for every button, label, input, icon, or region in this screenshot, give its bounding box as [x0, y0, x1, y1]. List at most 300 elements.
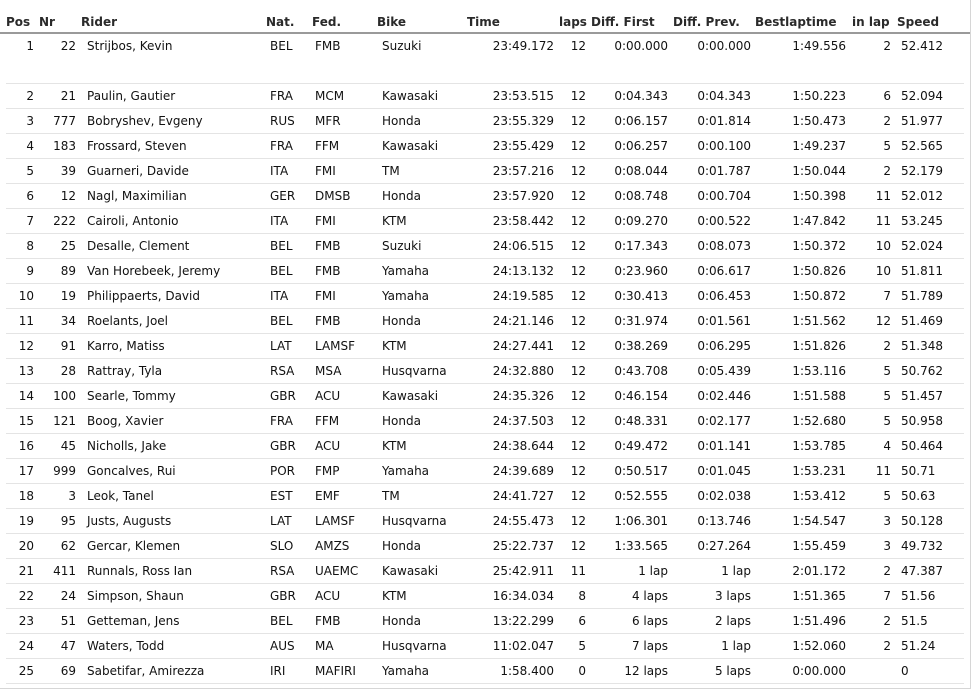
cell-bike: Kawasaki: [382, 89, 439, 103]
cell-pos: 9: [26, 264, 34, 278]
cell-pos: 13: [18, 364, 34, 378]
cell-pos: 21: [18, 564, 34, 578]
cell-diff-prev: 0:00.522: [697, 214, 751, 228]
cell-in-lap: 11: [875, 464, 891, 478]
cell-bike: KTM: [382, 439, 407, 453]
cell-fed: FMP: [315, 464, 340, 478]
cell-time: 24:55.473: [492, 514, 554, 528]
cell-bike: Husqvarna: [382, 364, 447, 378]
cell-time: 23:57.920: [492, 189, 554, 203]
table-row[interactable]: [6, 209, 964, 234]
cell-pos: 4: [26, 139, 34, 153]
cell-bestlaptime: 1:50.473: [792, 114, 846, 128]
cell-bestlaptime: 1:50.223: [792, 89, 846, 103]
cell-diff-prev: 0:02.177: [697, 414, 751, 428]
cell-rider: Rattray, Tyla: [87, 364, 163, 378]
cell-rider: Nagl, Maximilian: [87, 189, 187, 203]
header-nr[interactable]: Nr: [39, 15, 55, 29]
table-row[interactable]: [6, 634, 964, 659]
cell-laps: 12: [570, 414, 586, 428]
cell-bike: Husqvarna: [382, 639, 447, 653]
cell-bestlaptime: 1:49.556: [792, 39, 846, 53]
cell-rider: Van Horebeek, Jeremy: [87, 264, 221, 278]
cell-bike: Honda: [382, 314, 421, 328]
cell-bike: Yamaha: [382, 464, 430, 478]
cell-bestlaptime: 1:50.372: [792, 239, 846, 253]
cell-diff-prev: 0:01.814: [697, 114, 751, 128]
cell-nr: 100: [53, 389, 76, 403]
cell-bestlaptime: 1:53.785: [792, 439, 846, 453]
table-row[interactable]: [6, 384, 964, 409]
cell-diff-prev: 0:01.045: [697, 464, 751, 478]
cell-pos: 12: [18, 339, 34, 353]
cell-bike: Honda: [382, 414, 421, 428]
cell-in-lap: 4: [883, 439, 891, 453]
cell-rider: Boog, Xavier: [87, 414, 164, 428]
cell-in-lap: 2: [883, 339, 891, 353]
table-row[interactable]: [6, 559, 964, 584]
cell-nr: 45: [60, 439, 76, 453]
cell-in-lap: 10: [875, 264, 891, 278]
cell-time: 23:58.442: [492, 214, 554, 228]
cell-bike: KTM: [382, 214, 407, 228]
cell-fed: FMB: [315, 239, 341, 253]
cell-rider: Nicholls, Jake: [87, 439, 167, 453]
cell-nat: RUS: [270, 114, 295, 128]
cell-rider: Getteman, Jens: [87, 614, 180, 628]
table-row[interactable]: [6, 584, 964, 609]
cell-nat: RSA: [270, 364, 295, 378]
cell-time: 23:49.172: [492, 39, 554, 53]
cell-pos: 10: [18, 289, 34, 303]
cell-nr: 51: [60, 614, 76, 628]
cell-pos: 7: [26, 214, 34, 228]
cell-laps: 12: [570, 314, 586, 328]
cell-time: 11:02.047: [492, 639, 554, 653]
cell-rider: Leok, Tanel: [87, 489, 154, 503]
cell-time: 24:41.727: [492, 489, 554, 503]
cell-fed: FMI: [315, 214, 336, 228]
cell-fed: LAMSF: [315, 339, 356, 353]
cell-laps: 12: [570, 489, 586, 503]
cell-bike: Honda: [382, 189, 421, 203]
table-row[interactable]: [6, 359, 964, 384]
cell-pos: 25: [18, 664, 34, 678]
cell-nat: IRI: [270, 664, 286, 678]
cell-fed: FMI: [315, 164, 336, 178]
cell-bestlaptime: 1:50.044: [792, 164, 846, 178]
cell-in-lap: 7: [883, 289, 891, 303]
cell-time: 24:21.146: [492, 314, 554, 328]
table-row[interactable]: [6, 184, 964, 209]
cell-bestlaptime: 1:47.842: [792, 214, 846, 228]
cell-speed: 51.977: [901, 114, 943, 128]
cell-time: 24:19.585: [492, 289, 554, 303]
cell-speed: 50.762: [901, 364, 943, 378]
cell-nat: ITA: [270, 214, 289, 228]
cell-fed: FFM: [315, 139, 340, 153]
cell-diff-first: 0:46.154: [614, 389, 668, 403]
cell-speed: 51.811: [901, 264, 943, 278]
cell-diff-prev: 0:06.617: [697, 264, 751, 278]
cell-diff-prev: 0:01.141: [697, 439, 751, 453]
cell-in-lap: 5: [883, 389, 891, 403]
cell-rider: Karro, Matiss: [87, 339, 165, 353]
table-row[interactable]: [6, 34, 964, 84]
cell-nat: GBR: [270, 589, 296, 603]
cell-in-lap: 11: [875, 189, 891, 203]
cell-bestlaptime: 1:55.459: [792, 539, 846, 553]
cell-bike: Husqvarna: [382, 514, 447, 528]
cell-fed: MSA: [315, 364, 342, 378]
cell-bestlaptime: 1:53.412: [792, 489, 846, 503]
cell-diff-first: 1:06.301: [614, 514, 668, 528]
cell-speed: 52.412: [901, 39, 943, 53]
cell-nat: ITA: [270, 289, 289, 303]
table-row[interactable]: [6, 334, 964, 359]
cell-in-lap: 5: [883, 414, 891, 428]
header-time[interactable]: Time: [467, 15, 500, 29]
cell-diff-first: 7 laps: [631, 639, 668, 653]
cell-bike: Suzuki: [382, 39, 422, 53]
cell-laps: 12: [570, 239, 586, 253]
cell-time: 25:42.911: [492, 564, 554, 578]
cell-rider: Goncalves, Rui: [87, 464, 176, 478]
cell-diff-first: 6 laps: [631, 614, 668, 628]
cell-pos: 16: [18, 439, 34, 453]
header-diff-first[interactable]: Diff. First: [591, 15, 655, 29]
cell-fed: LAMSF: [315, 514, 356, 528]
cell-diff-prev: 1 lap: [721, 564, 751, 578]
cell-bestlaptime: 1:52.060: [792, 639, 846, 653]
cell-diff-first: 0:52.555: [614, 489, 668, 503]
cell-nat: LAT: [270, 339, 292, 353]
cell-rider: Gercar, Klemen: [87, 539, 181, 553]
table-row[interactable]: [6, 409, 964, 434]
cell-nr: 12: [60, 189, 76, 203]
table-row[interactable]: [6, 134, 964, 159]
cell-diff-prev: 0:00.000: [697, 39, 751, 53]
cell-in-lap: 3: [883, 539, 891, 553]
cell-time: 25:22.737: [492, 539, 554, 553]
cell-diff-prev: 0:27.264: [697, 539, 751, 553]
cell-nat: SLO: [270, 539, 294, 553]
cell-laps: 12: [570, 464, 586, 478]
cell-pos: 23: [18, 614, 34, 628]
cell-bike: TM: [382, 489, 400, 503]
cell-fed: UAEMC: [315, 564, 359, 578]
header-laps[interactable]: laps: [559, 15, 587, 29]
cell-fed: FMI: [315, 289, 336, 303]
cell-time: 24:39.689: [492, 464, 554, 478]
cell-diff-prev: 1 lap: [721, 639, 751, 653]
table-row[interactable]: [6, 534, 964, 559]
cell-diff-first: 12 laps: [624, 664, 668, 678]
cell-in-lap: 3: [883, 514, 891, 528]
cell-in-lap: 10: [875, 239, 891, 253]
cell-speed: 47.387: [901, 564, 943, 578]
cell-pos: 17: [18, 464, 34, 478]
cell-nat: AUS: [270, 639, 295, 653]
cell-fed: ACU: [315, 589, 341, 603]
results-table-body: [0, 34, 970, 684]
cell-time: 24:06.515: [492, 239, 554, 253]
cell-fed: DMSB: [315, 189, 351, 203]
cell-speed: 53.245: [901, 214, 943, 228]
cell-laps: 12: [570, 289, 586, 303]
cell-speed: 50.71: [901, 464, 936, 478]
cell-bestlaptime: 1:52.680: [792, 414, 846, 428]
cell-pos: 24: [18, 639, 34, 653]
cell-pos: 18: [18, 489, 34, 503]
cell-laps: 12: [570, 89, 586, 103]
cell-bike: Suzuki: [382, 239, 422, 253]
cell-laps: 12: [570, 514, 586, 528]
cell-laps: 12: [570, 364, 586, 378]
cell-diff-first: 1:33.565: [614, 539, 668, 553]
cell-bike: Kawasaki: [382, 389, 439, 403]
cell-speed: 51.469: [901, 314, 943, 328]
cell-in-lap: 6: [883, 89, 891, 103]
cell-bestlaptime: 2:01.172: [792, 564, 846, 578]
cell-rider: Searle, Tommy: [87, 389, 176, 403]
table-row[interactable]: [6, 509, 964, 534]
cell-nr: 999: [53, 464, 76, 478]
cell-bike: Honda: [382, 114, 421, 128]
cell-diff-first: 0:23.960: [614, 264, 668, 278]
table-row[interactable]: [6, 84, 964, 109]
cell-in-lap: 2: [883, 164, 891, 178]
cell-laps: 12: [570, 214, 586, 228]
cell-pos: 1: [26, 39, 34, 53]
cell-diff-first: 0:08.044: [614, 164, 668, 178]
header-rider[interactable]: Rider: [81, 15, 117, 29]
cell-speed: 52.565: [901, 139, 943, 153]
cell-fed: FFM: [315, 414, 340, 428]
cell-nr: 19: [60, 289, 76, 303]
cell-diff-first: 0:48.331: [614, 414, 668, 428]
table-row[interactable]: [6, 159, 964, 184]
cell-nr: 91: [60, 339, 76, 353]
cell-nat: BEL: [270, 264, 293, 278]
cell-speed: 52.094: [901, 89, 943, 103]
table-row[interactable]: [6, 459, 964, 484]
cell-laps: 0: [578, 664, 586, 678]
cell-fed: ACU: [315, 389, 341, 403]
cell-fed: MA: [315, 639, 334, 653]
cell-bike: KTM: [382, 589, 407, 603]
cell-fed: EMF: [315, 489, 340, 503]
cell-laps: 12: [570, 114, 586, 128]
cell-nat: GBR: [270, 389, 296, 403]
cell-fed: MFR: [315, 114, 341, 128]
cell-diff-prev: 2 laps: [714, 614, 751, 628]
cell-speed: 51.789: [901, 289, 943, 303]
cell-nr: 39: [60, 164, 76, 178]
cell-bike: KTM: [382, 339, 407, 353]
cell-rider: Waters, Todd: [87, 639, 165, 653]
header-diff-prev[interactable]: Diff. Prev.: [673, 15, 740, 29]
cell-pos: 19: [18, 514, 34, 528]
cell-nr: 22: [60, 39, 76, 53]
table-row[interactable]: [6, 434, 964, 459]
cell-nr: 69: [60, 664, 76, 678]
header-speed[interactable]: Speed: [897, 15, 940, 29]
cell-time: 23:53.515: [492, 89, 554, 103]
cell-nat: GER: [270, 189, 296, 203]
cell-diff-prev: 0:02.446: [697, 389, 751, 403]
cell-nat: GBR: [270, 439, 296, 453]
cell-diff-prev: 3 laps: [714, 589, 751, 603]
table-row[interactable]: [6, 259, 964, 284]
cell-speed: 51.348: [901, 339, 943, 353]
cell-bike: Yamaha: [382, 664, 430, 678]
cell-laps: 5: [578, 639, 586, 653]
header-bestlaptime[interactable]: Bestlaptime: [755, 15, 837, 29]
cell-nr: 3: [68, 489, 76, 503]
cell-nat: FRA: [270, 139, 293, 153]
cell-nat: FRA: [270, 89, 293, 103]
cell-bike: TM: [382, 164, 400, 178]
cell-diff-prev: 0:04.343: [697, 89, 751, 103]
cell-nat: BEL: [270, 314, 293, 328]
cell-nat: EST: [270, 489, 293, 503]
cell-laps: 12: [570, 39, 586, 53]
cell-speed: 50.464: [901, 439, 943, 453]
cell-pos: 2: [26, 89, 34, 103]
table-row[interactable]: [6, 659, 964, 684]
cell-speed: 52.024: [901, 239, 943, 253]
cell-rider: Roelants, Joel: [87, 314, 168, 328]
cell-in-lap: 2: [883, 639, 891, 653]
cell-diff-prev: 5 laps: [714, 664, 751, 678]
cell-nr: 28: [60, 364, 76, 378]
cell-nr: 24: [60, 589, 76, 603]
cell-laps: 12: [570, 139, 586, 153]
cell-bike: Honda: [382, 539, 421, 553]
cell-time: 23:55.429: [492, 139, 554, 153]
cell-diff-first: 1 lap: [638, 564, 668, 578]
cell-speed: 51.457: [901, 389, 943, 403]
cell-time: 24:37.503: [492, 414, 554, 428]
cell-fed: FMB: [315, 39, 341, 53]
header-in-lap[interactable]: in lap: [852, 15, 890, 29]
table-row[interactable]: [6, 609, 964, 634]
cell-time: 13:22.299: [492, 614, 554, 628]
cell-diff-first: 0:06.257: [614, 139, 668, 153]
cell-diff-first: 0:00.000: [614, 39, 668, 53]
cell-speed: 51.24: [901, 639, 936, 653]
cell-nat: LAT: [270, 514, 292, 528]
cell-rider: Bobryshev, Evgeny: [87, 114, 203, 128]
cell-fed: AMZS: [315, 539, 350, 553]
cell-speed: 50.958: [901, 414, 943, 428]
cell-in-lap: 5: [883, 139, 891, 153]
cell-nr: 411: [53, 564, 76, 578]
cell-fed: MCM: [315, 89, 345, 103]
cell-pos: 22: [18, 589, 34, 603]
cell-in-lap: 12: [875, 314, 891, 328]
cell-bestlaptime: 1:49.237: [792, 139, 846, 153]
cell-in-lap: 2: [883, 39, 891, 53]
cell-fed: ACU: [315, 439, 341, 453]
cell-bike: Kawasaki: [382, 564, 439, 578]
cell-laps: 12: [570, 264, 586, 278]
cell-rider: Justs, Augusts: [87, 514, 172, 528]
cell-diff-first: 0:06.157: [614, 114, 668, 128]
cell-nat: ITA: [270, 164, 289, 178]
cell-fed: FMB: [315, 614, 341, 628]
cell-pos: 15: [18, 414, 34, 428]
cell-rider: Desalle, Clement: [87, 239, 190, 253]
cell-speed: 0: [901, 664, 909, 678]
cell-pos: 14: [18, 389, 34, 403]
cell-laps: 12: [570, 439, 586, 453]
cell-nr: 21: [60, 89, 76, 103]
header-nat[interactable]: Nat.: [266, 15, 295, 29]
cell-nr: 183: [53, 139, 76, 153]
cell-laps: 12: [570, 164, 586, 178]
cell-bestlaptime: 0:00.000: [792, 664, 846, 678]
cell-time: 24:35.326: [492, 389, 554, 403]
cell-rider: Guarneri, Davide: [87, 164, 189, 178]
cell-rider: Frossard, Steven: [87, 139, 187, 153]
cell-diff-first: 0:49.472: [614, 439, 668, 453]
cell-speed: 49.732: [901, 539, 943, 553]
cell-diff-first: 0:30.413: [614, 289, 668, 303]
cell-diff-prev: 0:06.295: [697, 339, 751, 353]
table-row[interactable]: [6, 484, 964, 509]
cell-bike: Honda: [382, 614, 421, 628]
table-row[interactable]: [6, 234, 964, 259]
cell-diff-prev: 0:02.038: [697, 489, 751, 503]
header-bike[interactable]: Bike: [377, 15, 407, 29]
table-row[interactable]: [6, 284, 964, 309]
cell-diff-first: 0:17.343: [614, 239, 668, 253]
cell-rider: Philippaerts, David: [87, 289, 200, 303]
header-fed[interactable]: Fed.: [312, 15, 341, 29]
cell-bestlaptime: 1:51.588: [792, 389, 846, 403]
cell-pos: 8: [26, 239, 34, 253]
cell-time: 24:38.644: [492, 439, 554, 453]
cell-laps: 12: [570, 539, 586, 553]
cell-diff-first: 0:50.517: [614, 464, 668, 478]
cell-in-lap: 11: [875, 214, 891, 228]
cell-pos: 11: [18, 314, 34, 328]
cell-nat: FRA: [270, 414, 293, 428]
header-pos[interactable]: Pos: [6, 15, 31, 29]
cell-bestlaptime: 1:50.826: [792, 264, 846, 278]
cell-laps: 12: [570, 189, 586, 203]
cell-diff-prev: 0:01.561: [697, 314, 751, 328]
cell-laps: 12: [570, 339, 586, 353]
cell-laps: 11: [570, 564, 586, 578]
cell-diff-prev: 0:00.100: [697, 139, 751, 153]
cell-pos: 6: [26, 189, 34, 203]
cell-nr: 25: [60, 239, 76, 253]
cell-in-lap: 2: [883, 614, 891, 628]
cell-rider: Strijbos, Kevin: [87, 39, 173, 53]
table-header: [0, 0, 970, 34]
cell-nat: BEL: [270, 239, 293, 253]
cell-in-lap: 5: [883, 364, 891, 378]
cell-diff-first: 0:04.343: [614, 89, 668, 103]
cell-bestlaptime: 1:50.872: [792, 289, 846, 303]
table-row[interactable]: [6, 309, 964, 334]
cell-fed: FMB: [315, 264, 341, 278]
cell-nr: 777: [53, 114, 76, 128]
table-row[interactable]: [6, 109, 964, 134]
